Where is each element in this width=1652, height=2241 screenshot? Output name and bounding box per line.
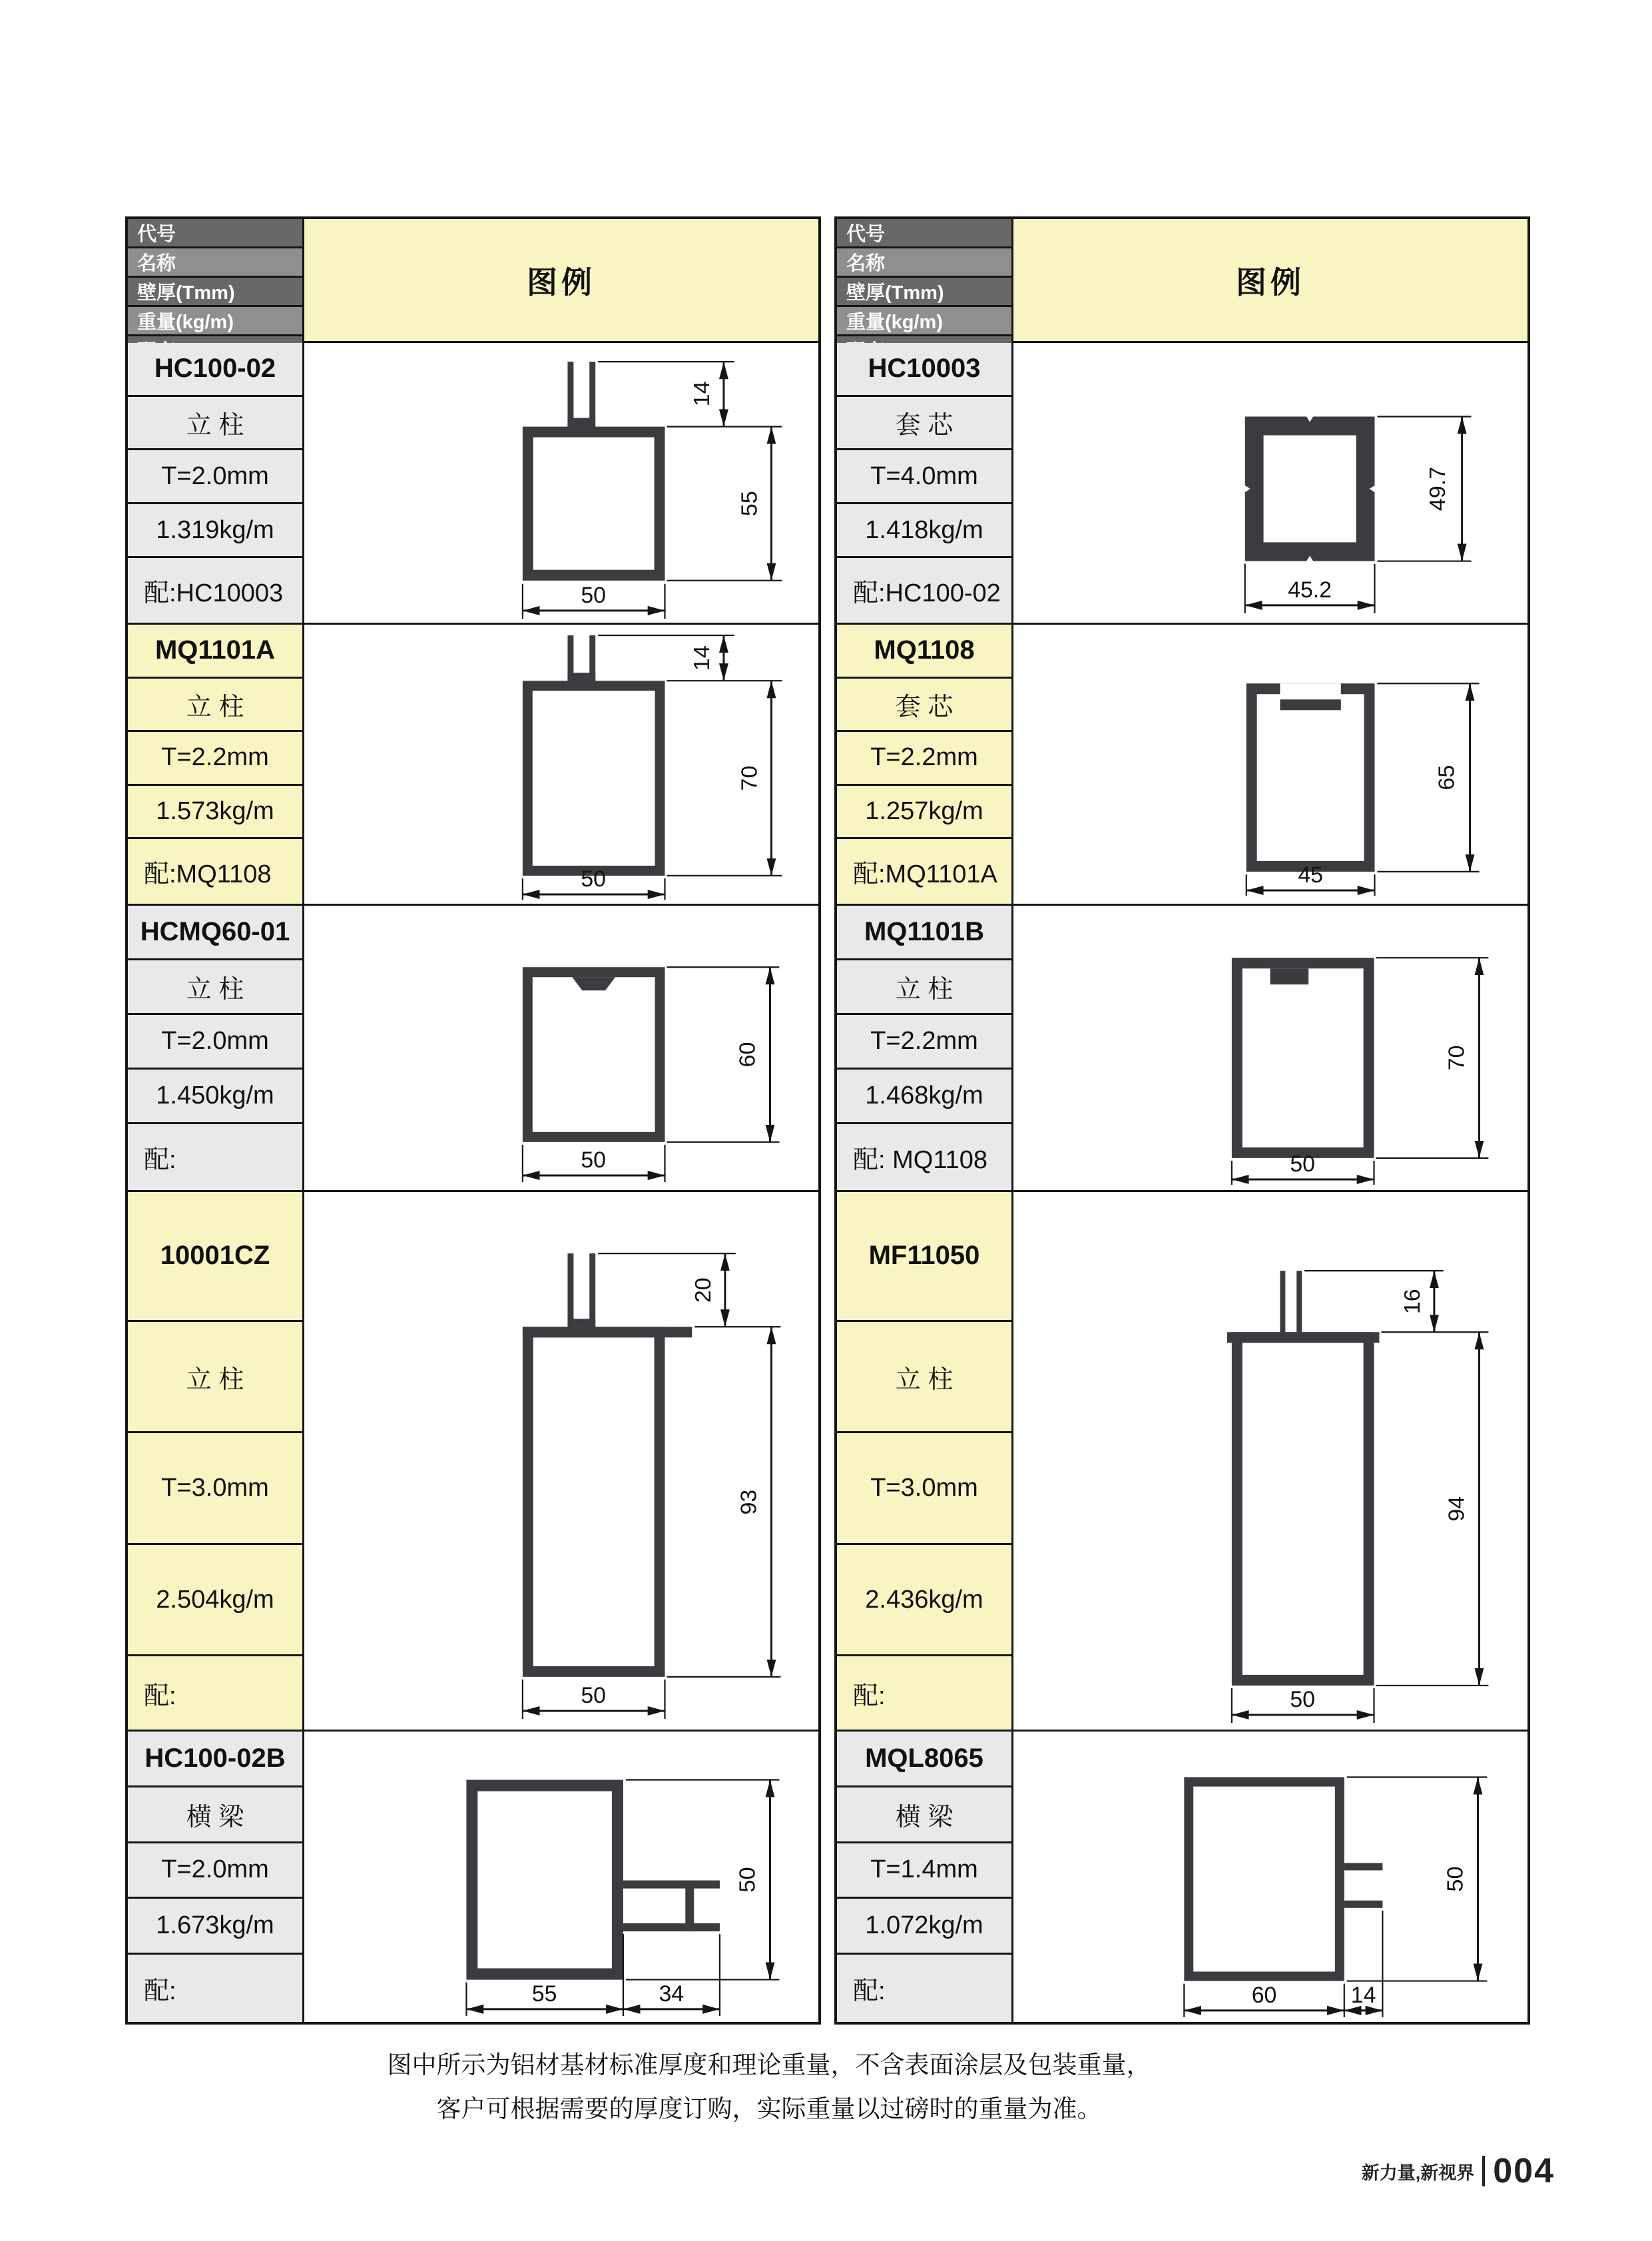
- profile-match: 配:: [837, 1955, 1011, 2022]
- dimension-label: 65: [1434, 765, 1460, 791]
- dimension-label: 45: [1298, 862, 1323, 888]
- table-row: [128, 625, 818, 906]
- profile-match: 配:: [128, 1124, 302, 1190]
- profile-match: 配: MQ1108: [837, 1124, 1011, 1190]
- table-row: [837, 1192, 1527, 1732]
- dimension-label: 55: [736, 491, 762, 517]
- dimension-label: 70: [736, 765, 762, 791]
- profile-code: MF11050: [837, 1192, 1011, 1322]
- profile-cross-section: [523, 362, 665, 581]
- profile-name: 横 梁: [128, 1787, 302, 1843]
- header-cell-code: 代号: [837, 219, 1011, 248]
- header-cell-name: 名称: [837, 248, 1011, 278]
- dimension-label: 45.2: [1288, 577, 1332, 603]
- profile-drawing: [1013, 1732, 1527, 2022]
- table-row: [128, 1732, 818, 2022]
- profile-code: MQ1108: [837, 625, 1011, 679]
- profile-table-right: [834, 216, 1530, 2025]
- profile-cross-section: [523, 1253, 692, 1677]
- profile-match: 配:: [837, 1656, 1011, 1730]
- dimension-label: 60: [1251, 1982, 1277, 2008]
- profile-drawing: [304, 1192, 818, 1730]
- dimension-label: 50: [581, 582, 606, 608]
- profile-match: 配:HC10003: [128, 558, 302, 623]
- profile-weight: 2.436kg/m: [837, 1545, 1011, 1656]
- row-labels: [837, 1732, 1013, 2022]
- profile-match: 配:: [128, 1955, 302, 2022]
- profile-match: 配:MQ1101A: [837, 839, 1011, 904]
- dimension-label: 50: [734, 1867, 760, 1893]
- profile-drawing: [304, 625, 818, 904]
- top-channel: [1280, 683, 1340, 701]
- profile-cross-section: [523, 967, 665, 1142]
- profile-drawing: [304, 906, 818, 1190]
- profile-drawing: [304, 1732, 818, 2022]
- dimension-lines: [523, 1253, 780, 1719]
- corner-notches: [1245, 417, 1375, 561]
- profile-code: HC100-02B: [128, 1732, 302, 1787]
- profile-code: HCMQ60-01: [128, 906, 302, 960]
- profile-weight: 1.450kg/m: [128, 1070, 302, 1124]
- note-line-1: 图中所示为铝材基材标准厚度和理论重量，不含表面涂层及包装重量，: [387, 2051, 1151, 2079]
- channel-floor: [1280, 699, 1340, 710]
- dimension-label: 50: [1290, 1686, 1315, 1712]
- table-row: [837, 906, 1527, 1192]
- dimension-label: 60: [734, 1042, 760, 1068]
- table-row: [837, 625, 1527, 906]
- profile-name: 立 柱: [837, 960, 1011, 1015]
- page-footer: [1362, 2151, 1555, 2191]
- footer-slogan: 新力量,新视界: [1361, 2162, 1475, 2183]
- profile-weight: 2.504kg/m: [128, 1545, 302, 1656]
- profile-thickness: T=2.0mm: [128, 1843, 302, 1899]
- drawing-cell: [304, 1192, 818, 1730]
- dimension-label: 49.7: [1424, 466, 1450, 511]
- drawing-cell: [1013, 625, 1527, 904]
- row-labels: [128, 1732, 304, 2022]
- profile-thickness: T=2.2mm: [128, 732, 302, 786]
- profile-match: 配:: [128, 1656, 302, 1730]
- table-row: [128, 1192, 818, 1732]
- footer-divider: [1482, 2156, 1485, 2186]
- profile-cross-section: [1232, 958, 1374, 1158]
- profile-cross-section: [466, 1779, 720, 1979]
- table-row: [128, 343, 818, 625]
- profile-name: 立 柱: [128, 679, 302, 733]
- page-number: 004: [1493, 2152, 1555, 2190]
- header-cell-weight: 重量(kg/m): [128, 307, 302, 336]
- profile-drawing: [1013, 906, 1527, 1190]
- legend-header: 图例: [1013, 219, 1527, 343]
- header-cell-thickness: 壁厚(Tmm): [128, 278, 302, 307]
- drawing-cell: [304, 625, 818, 904]
- profile-match: 配:MQ1108: [128, 839, 302, 904]
- dimension-label: 94: [1444, 1496, 1470, 1522]
- profile-name: 立 柱: [128, 960, 302, 1015]
- dimension-lines: [523, 967, 780, 1182]
- dimension-label: 50: [581, 1682, 606, 1708]
- header-cell-name: 名称: [128, 248, 302, 278]
- profile-thickness: T=4.0mm: [837, 450, 1011, 504]
- row-labels: [837, 343, 1013, 623]
- header-label-column: [837, 219, 1013, 343]
- notes-block: [67, 2043, 1472, 2131]
- table-header: [128, 219, 818, 343]
- row-labels: [837, 906, 1013, 1190]
- profile-drawing: [304, 343, 818, 623]
- profile-code: MQ1101A: [128, 625, 302, 679]
- header-label-column: [128, 219, 304, 343]
- dimension-label: 34: [659, 1981, 685, 2007]
- profile-name: 套 芯: [837, 679, 1011, 733]
- dimension-label: 14: [689, 645, 715, 671]
- drawing-cell: [1013, 1732, 1527, 2022]
- profile-code: MQL8065: [837, 1732, 1011, 1787]
- profile-name: 立 柱: [128, 397, 302, 451]
- dimension-label: 20: [690, 1277, 716, 1303]
- dimension-label: 93: [736, 1489, 762, 1515]
- profile-weight: 1.418kg/m: [837, 504, 1011, 558]
- dimension-label: 70: [1444, 1045, 1470, 1071]
- profile-weight: 1.257kg/m: [837, 786, 1011, 840]
- profile-drawing: [1013, 1192, 1527, 1730]
- table-row: [837, 1732, 1527, 2022]
- row-labels: [128, 1192, 304, 1730]
- profile-name: 立 柱: [128, 1322, 302, 1433]
- dimension-label: 50: [1442, 1866, 1468, 1892]
- drawing-cell: [1013, 906, 1527, 1190]
- table-header: [837, 219, 1527, 343]
- profile-drawing: [1013, 625, 1527, 904]
- header-cell-weight: 重量(kg/m): [837, 307, 1011, 336]
- drawing-cell: [304, 343, 818, 623]
- profile-name: 套 芯: [837, 397, 1011, 451]
- row-labels: [128, 625, 304, 904]
- profile-code: MQ1101B: [837, 906, 1011, 960]
- profile-cross-section: [523, 635, 665, 876]
- profile-weight: 1.573kg/m: [128, 786, 302, 840]
- profile-name: 立 柱: [837, 1322, 1011, 1433]
- drawing-cell: [1013, 343, 1527, 623]
- profile-weight: 1.673kg/m: [128, 1899, 302, 1955]
- profile-thickness: T=3.0mm: [837, 1433, 1011, 1544]
- profile-thickness: T=2.2mm: [837, 1015, 1011, 1070]
- profile-table-left: [125, 216, 821, 2025]
- profile-cross-section: [1245, 417, 1375, 561]
- drawing-cell: [304, 1732, 818, 2022]
- profile-code: HC100-02: [128, 343, 302, 397]
- dimension-label: 50: [581, 866, 606, 892]
- profile-thickness: T=2.2mm: [837, 732, 1011, 786]
- profile-code: HC10003: [837, 343, 1011, 397]
- profile-thickness: T=3.0mm: [128, 1433, 302, 1544]
- profile-thickness: T=1.4mm: [837, 1843, 1011, 1899]
- table-row: [128, 906, 818, 1192]
- dimension-label: 16: [1400, 1289, 1426, 1315]
- row-labels: [837, 1192, 1013, 1730]
- profile-match: 配:HC100-02: [837, 558, 1011, 623]
- drawing-cell: [304, 906, 818, 1190]
- profile-thickness: T=2.0mm: [128, 450, 302, 504]
- row-labels: [837, 625, 1013, 904]
- dimension-label: 50: [1290, 1151, 1315, 1177]
- profile-weight: 1.468kg/m: [837, 1070, 1011, 1124]
- table-row: [837, 343, 1527, 625]
- profile-cross-section: [1227, 1271, 1380, 1686]
- header-cell-thickness: 壁厚(Tmm): [837, 278, 1011, 307]
- profile-cross-section: [1184, 1777, 1382, 1981]
- row-labels: [128, 906, 304, 1190]
- dimension-label: 14: [1350, 1982, 1376, 2008]
- dimension-label: 50: [581, 1147, 606, 1173]
- profile-name: 横 梁: [837, 1787, 1011, 1843]
- profile-code: 10001CZ: [128, 1192, 302, 1322]
- dimension-label: 55: [531, 1981, 557, 2007]
- legend-header: 图例: [304, 219, 818, 343]
- header-cell-code: 代号: [128, 219, 302, 248]
- dimension-label: 14: [689, 381, 715, 407]
- profile-weight: 1.319kg/m: [128, 504, 302, 558]
- profile-cross-section: [1246, 683, 1375, 872]
- row-labels: [128, 343, 304, 623]
- drawing-cell: [1013, 1192, 1527, 1730]
- profile-drawing: [1013, 343, 1527, 623]
- note-line-2: 客户可根据需要的厚度订购，实际重量以过磅时的重量为准。: [436, 2095, 1102, 2122]
- profile-thickness: T=2.0mm: [128, 1015, 302, 1070]
- profile-weight: 1.072kg/m: [837, 1899, 1011, 1955]
